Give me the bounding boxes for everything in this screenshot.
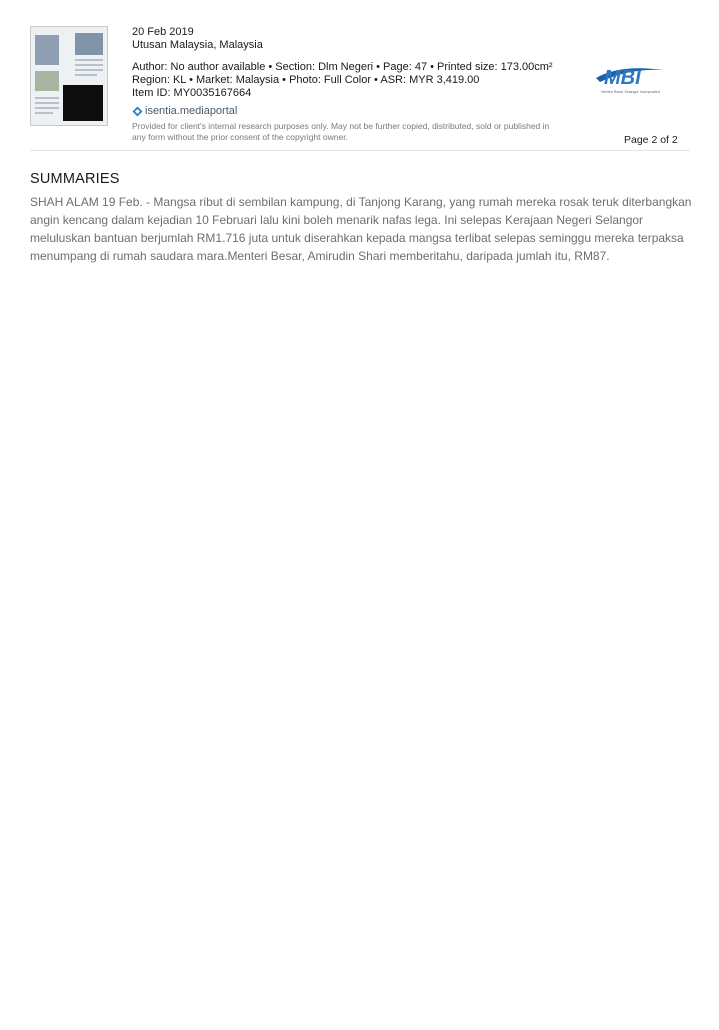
logo-text: MBI (604, 67, 641, 89)
metadata-line: Author: No author available • Section: Dlm Negeri • Page: 47 • Printed size: 173.00cm² (132, 61, 553, 73)
copyright-disclaimer (132, 121, 552, 143)
thumbnail-photo (35, 35, 59, 65)
summary-line: meluluskan bantuan berjumlah RM1.716 juta untuk diserahkan kepada mangsa terlibat selepas seminggu mereka terpaksa (30, 231, 684, 245)
mbi-logo-graphic (590, 62, 670, 98)
thumbnail-photo (35, 71, 59, 91)
disclaimer-line: any form without the prior consent of the copyright owner. (132, 132, 348, 142)
publication-name: Utusan Malaysia, Malaysia (132, 39, 263, 51)
thumbnail-text-line (35, 107, 59, 109)
thumbnail-text-line (35, 112, 53, 114)
thumbnail-text-line (35, 102, 59, 104)
article-thumbnail (30, 26, 108, 126)
summary-line: angin kencang dalam kejadian 10 Februari lalu kini boleh menarik nafas lega. Ini selepas Kerajaan Negeri Selangor (30, 213, 644, 227)
logo-subtext: Menteri Besar Selangor Incorporated (601, 90, 660, 94)
brand-name: isentia.mediaportal (145, 105, 238, 117)
thumbnail-text-line (75, 69, 103, 71)
thumbnail-text-line (35, 97, 59, 99)
isentia-brand (132, 105, 237, 117)
summaries-heading: SUMMARIES (30, 171, 120, 187)
thumbnail-redacted-area (63, 85, 103, 121)
summary-line: menumpang di rumah saudara mara.Menteri Besar, Amirudin Shari memberitahu, daripada jumlah itu, RM87. (30, 249, 610, 263)
article-date: 20 Feb 2019 (132, 26, 194, 38)
article-metadata (132, 26, 553, 100)
item-id: Item ID: MY0035167664 (132, 87, 252, 99)
disclaimer-line: Provided for client's internal research purposes only. May not be further copied, distributed, sold or published in (132, 121, 550, 131)
metadata-line: Region: KL • Market: Malaysia • Photo: Full Color • ASR: MYR 3,419.00 (132, 74, 480, 86)
thumbnail-text-line (75, 74, 97, 76)
header-divider (30, 150, 690, 151)
thumbnail-text-line (75, 64, 103, 66)
thumbnail-text-line (75, 59, 103, 61)
summary-text (30, 193, 698, 265)
summary-line: SHAH ALAM 19 Feb. - Mangsa ribut di sembilan kampung, di Tanjong Karang, yang rumah mereka rosak teruk diterbangkan (30, 195, 692, 209)
mbi-logo (590, 62, 670, 98)
thumbnail-photo (75, 33, 103, 55)
page-indicator: Page 2 of 2 (624, 134, 678, 146)
isentia-icon (132, 106, 143, 117)
